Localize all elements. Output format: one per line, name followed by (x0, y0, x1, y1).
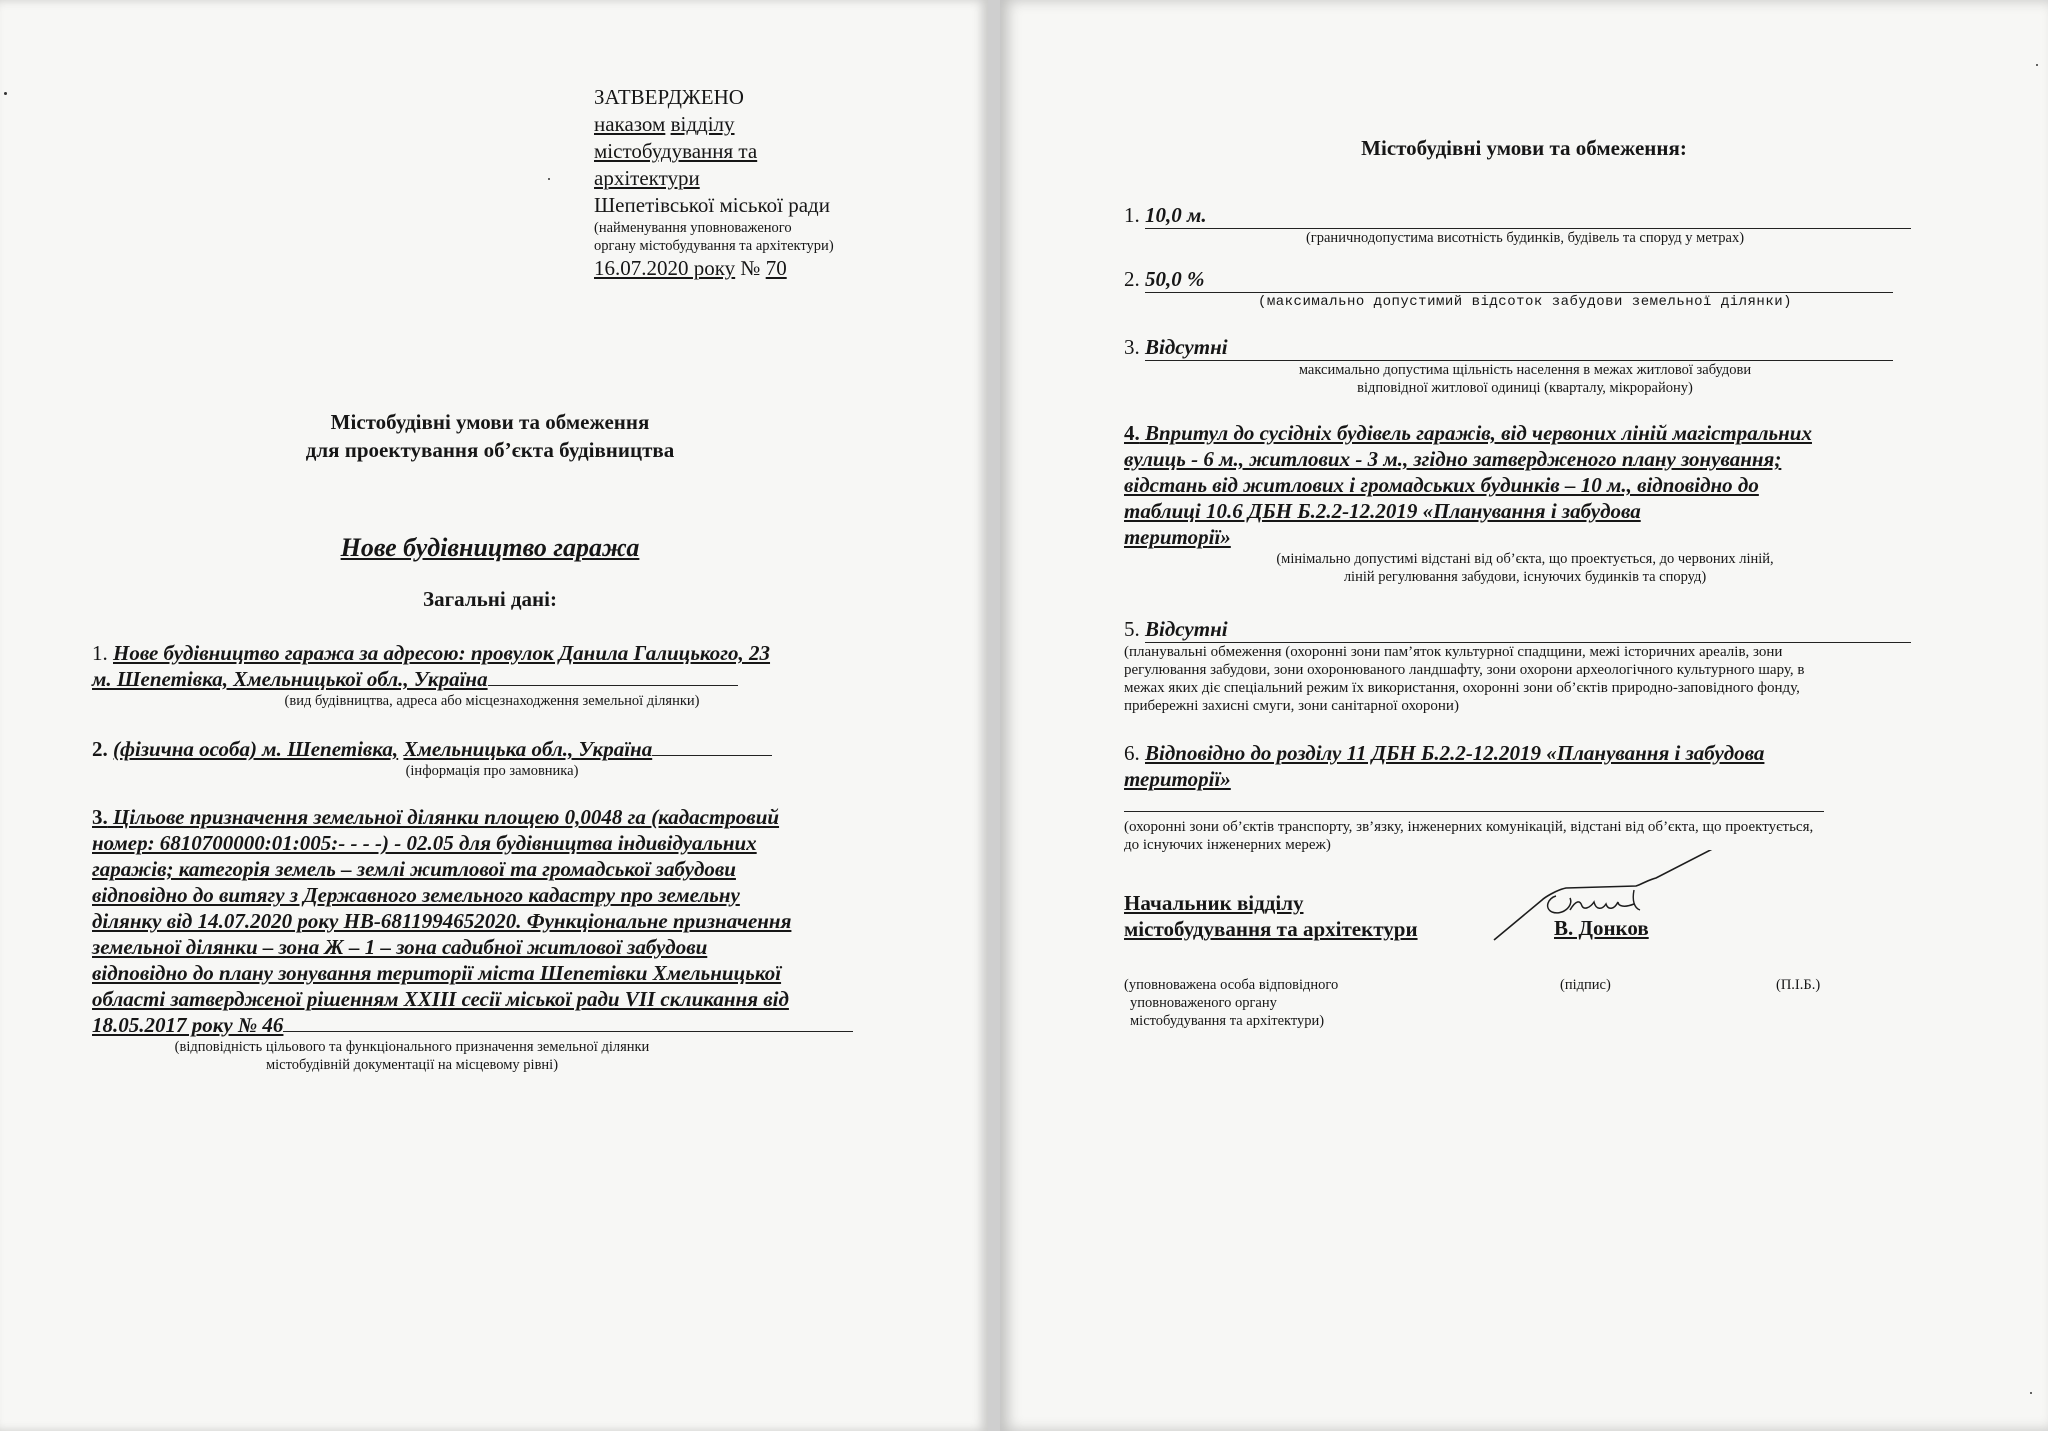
head-title: Начальник відділу містобудування та архітектури (1124, 891, 1418, 941)
right-item-6: 6. Відповідно до розділу 11 ДБН Б.2.2-12.2019 «Планування і забудова території» (охоронні зони об’єктів транспорту, зв’язку, інженерних комунікацій, відстані від об’єкта, що проектується, до існуючих інженерних мереж) (1124, 740, 1926, 854)
right-item-1: 1. 10,0 м. (граничнодопустима висотність будинків, будівель та споруд у метрах) (1124, 202, 1926, 247)
approval-line4: Шепетівської міської ради (594, 193, 830, 217)
right-item-2: 2. 50,0 % (максимально допустимий відсоток забудови земельної ділянки) (1124, 266, 1926, 311)
right-page-title: Містобудівні умови та обмеження: (1361, 136, 1687, 160)
document-title: Містобудівні умови та обмеження для проектування об’єкта будівництва (305, 410, 675, 462)
left-item-3: 3. Цільове призначення земельної ділянки площею 0,0048 га (кадастровий номер: 6810700000:01:005:- - - -) - 02.05 для будівництва індивідуальних гаражів; категорія земель – землі житлової та громадської забудови відповідно до витягу з Державного земельного кадастру про земельну ділянку від 14.07.2020 року НВ-6811994652020. Функціональне призначення земельної ділянки – зона Ж – 1 – зона садибної житлової забудови відповідно до плану зонування території міста Шепетівки Хмельницької області затвердженої рішенням ХХІІІ сесії міської ради VII скликання від 18.05.2017 року № 46 (відповідність цільового та функціонального призначення земельної ділянки містобудівній документації на місцевому рівні) (92, 804, 892, 1074)
approval-block (594, 84, 924, 282)
left-item-2: 2. (фізична особа) м. Шепетівка, Хмельницька обл., Україна (інформація про замовника) (92, 736, 892, 780)
item3-line: земельної ділянки – зона Ж – 1 – зона садибної житлової забудови (92, 935, 708, 959)
approval-line2: містобудування та (594, 139, 758, 163)
approval-line3: архітектури (594, 166, 700, 190)
approval-line1: наказом відділу (594, 112, 735, 136)
left-page (0, 0, 988, 1431)
item3-line: області затвердженої рішенням ХХІІІ сесії міської ради VII скликання від (92, 987, 789, 1011)
right-item-4: 4. Впритул до сусідніх будівель гаражів, від червоних ліній магістральних вулиць - 6 м., житлових - 3 м., згідно затвердженого плану зонування; відстань від житлових і громадських будинків – 10 м., відповідно до таблиці 10.6 ДБН Б.2.2-12.2019 «Планування і забудова території» (мінімально допустимі відстані від об’єкта, що проектується, до червоних ліній, ліній регулювання забудови, існуючих будинків та споруд) (1124, 421, 1812, 585)
signature-block (1124, 890, 2004, 1029)
right-item-5: 5. Відсутні (планувальні обмеження (охоронні зони пам’яток культурної спадщини, межі історичних ареалів, зони регулювання забудови, зони охоронюваного ландшафту, зони охорони археологічного культурного шару, в межах яких діє спеціальний режим їх використання, охоронні зони об’єктів природно-заповідного фонду, прибережні захисні смуги, зони санітарної охорони) (1124, 616, 1926, 715)
item3-line: номер: 6810700000:01:005:- - - -) - 02.05 для будівництва індивідуальних (92, 831, 757, 855)
name-caption: (П.І.Б.) (1776, 977, 1821, 993)
item3-line: відповідно до витягу з Державного земельного кадастру про земельну (92, 883, 740, 907)
right-item-3: 3. Відсутні максимально допустима щільність населення в межах житлової забудови відповідної житлової одиниці (кварталу, мікрорайону) (1124, 334, 1926, 397)
item3-line: гаражів; категорія земель – землі житлової та громадської забудови (92, 857, 736, 881)
right-page (1000, 0, 2048, 1431)
signatory-name: В. Донков (1554, 916, 1649, 940)
item3-line: відповідно до плану зонування території міста Шепетівки Хмельницької (92, 961, 782, 985)
project-name: Нове будівництво гаража (340, 533, 640, 562)
general-data-title: Загальні дані: (423, 587, 557, 611)
item3-line: 3. Цільове призначення земельної ділянки площею 0,0048 га (кадастровий (92, 805, 780, 829)
approval-date-number: 16.07.2020 року № 70 (594, 256, 787, 280)
item3-line: ділянку від 14.07.2020 року НВ-6811994652020. Функціональне призначення (92, 909, 792, 933)
left-item-1: 1. Нове будівництво гаража за адресою: провулок Данила Галицького, 23 м. Шепетівка, Хмельницької обл., Україна (вид будівництва, адреса або місцезнаходження земельної ділянки) (92, 641, 771, 709)
signature-caption: (підпис) (1560, 977, 1611, 993)
signatory-caption: (уповноважена особа відповідного уповноваженого органу містобудування та архітектури) (1124, 977, 1339, 1029)
approval-caption2: органу містобудування та архітектури) (594, 238, 834, 254)
approval-caption1: (найменування уповноваженого (594, 220, 792, 236)
approval-stamp: ЗАТВЕРДЖЕНО (594, 85, 744, 109)
